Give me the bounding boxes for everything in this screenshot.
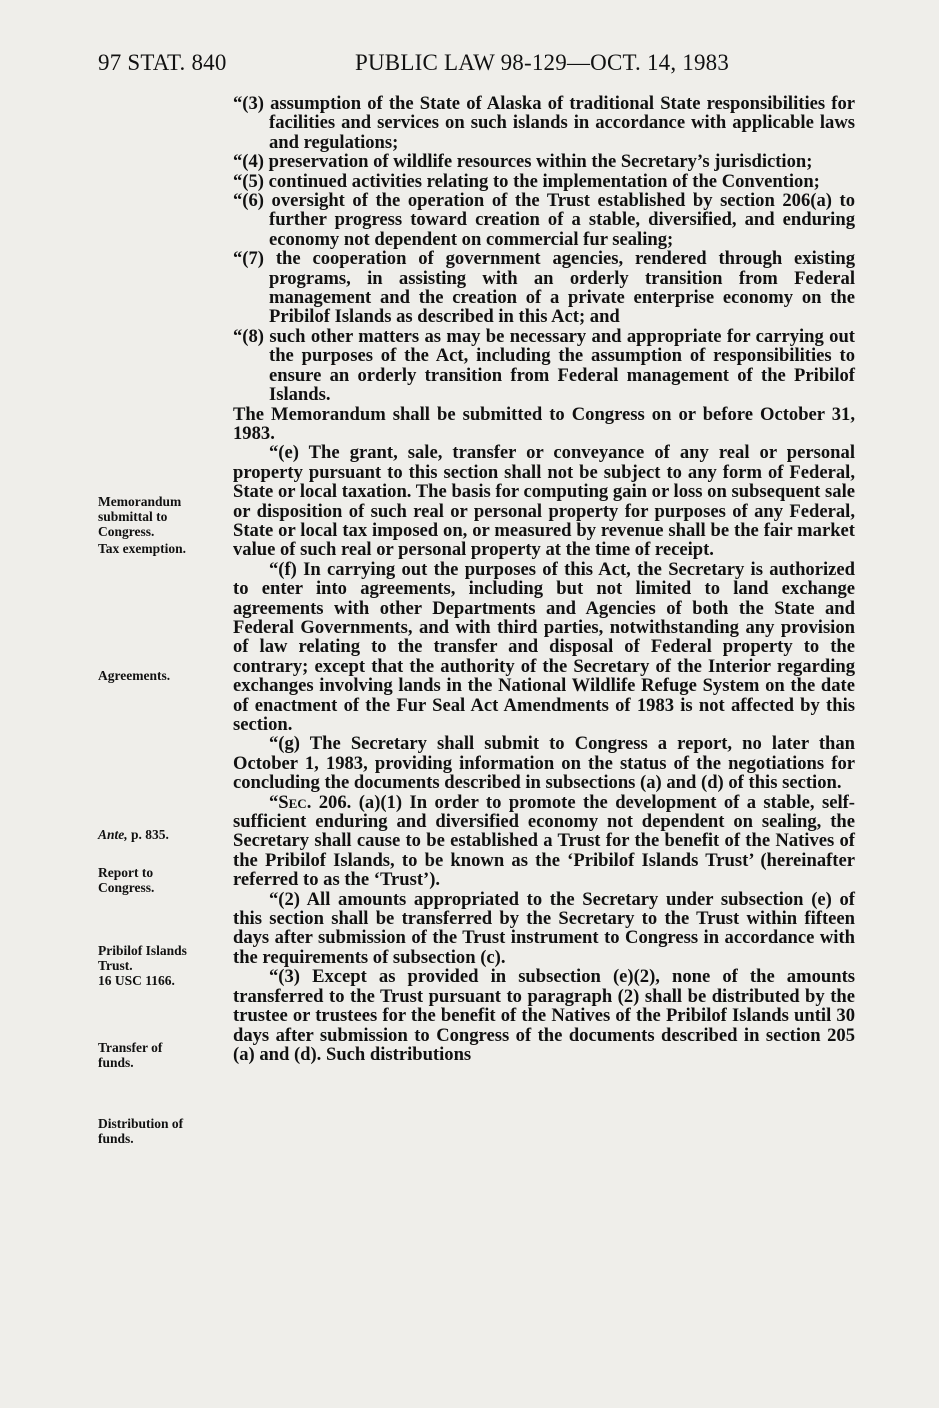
margin-note-ante: Ante, p. 835.: [98, 827, 169, 842]
statute-text: [233, 94, 855, 1064]
section-206-a2: “(2) All amounts appropriated to the Secretary under subsection (e) of this section shall be transferred by the Secretary to the Trust within fifteen days after submission of the Trust instrument to Congress in accordance with the requirements of subsection (c).: [233, 888, 855, 968]
paragraph-3: “(3) assumption of the State of Alaska of traditional State responsibilities for facilities and services on such islands in accordance with applicable laws and regulations;: [233, 93, 855, 153]
margin-note-trust: Pribilof Islands Trust. 16 USC 1166.: [98, 943, 187, 988]
subsection-g: “(g) The Secretary shall submit to Congress a report, no later than October 1, 1983, providing information on the status of the negotiations for concluding the documents described in subsections (a) and (d) of this section.: [233, 733, 855, 794]
margin-note-transfer: Transfer of funds.: [98, 1040, 163, 1070]
margin-note-report: Report to Congress.: [98, 865, 155, 895]
paragraph-7: “(7) the cooperation of government agencies, rendered through existing programs, in assisting with an orderly transition from Federal management and the creation of a private enterprise economy on the Pribilof Islands as described in this Act; and: [233, 248, 855, 328]
paragraph-6: “(6) oversight of the operation of the Trust established by section 206(a) to further progress toward creation of a stable, diversified, and enduring economy not dependent on commercial fur sealing;: [233, 190, 855, 250]
page-citation: 97 STAT. 840: [98, 50, 227, 75]
subsection-e: “(e) The grant, sale, transfer or conveyance of any real or personal property pursuant to this section shall not be subject to any form of Federal, State or local taxation. The basis for computing gain or loss on subsequent sale or disposition of such real or personal property for purposes of any Federal, State or local tax imposed on, or measured by revenue shall be the fair market value of such real or personal property at the time of receipt.: [233, 442, 855, 561]
paragraph-4: “(4) preservation of wildlife resources within the Secretary’s jurisdiction;: [233, 151, 813, 173]
margin-note-distribution: Distribution of funds.: [98, 1116, 184, 1146]
margin-note-tax-exemption: Tax exemption.: [98, 541, 187, 556]
memorandum-deadline: The Memorandum shall be submitted to Congress on or before October 31, 1983.: [233, 403, 855, 444]
subsection-f: “(f) In carrying out the purposes of this Act, the Secretary is authorized to enter into agreements, including but not limited to land exchange agreements with other Departments and Agencies of both the State and Federal Governments, and with third parties, notwithstanding any provision of law relating to the transfer and disposal of Federal property to the contrary; except that the authority of the Secretary of the Interior regarding exchanges involving lands in the National Wildlife Refuge System on the date of enactment of the Fur Seal Act Amendments of 1983 is not affected by this section.: [233, 558, 855, 735]
section-206-a3: “(3) Except as provided in subsection (e)(2), none of the amounts transferred to the Trust pursuant to paragraph (2) shall be distributed by the trustee or trustees for the benefit of the Natives of the Pribilof Islands until 30 days after submission to Congress of the documents described in section 205 (a) and (d). Such distributions: [233, 966, 855, 1065]
section-206-a1: “Sec. 206. (a)(1) In order to promote the development of a stable, self-sufficient enduring and diversified economy not dependent on sealing, the Secretary shall cause to be established a Trust for the benefit of the Natives of the Pribilof Islands, to be known as the ‘Pribilof Islands Trust’ (hereinafter referred to as the ‘Trust’).: [233, 791, 855, 891]
paragraph-5: “(5) continued activities relating to the implementation of the Convention;: [233, 170, 820, 192]
running-header: PUBLIC LAW 98-129—OCT. 14, 1983: [355, 50, 730, 75]
margin-note-agreements: Agreements.: [98, 668, 171, 683]
margin-note-memorandum: Memorandum submittal to Congress.: [98, 494, 182, 539]
paragraph-8: “(8) such other matters as may be necessary and appropriate for carrying out the purposes of the Act, including the assumption of responsibilities to ensure an orderly transition from Federal management of the Pribilof Islands.: [233, 325, 855, 406]
